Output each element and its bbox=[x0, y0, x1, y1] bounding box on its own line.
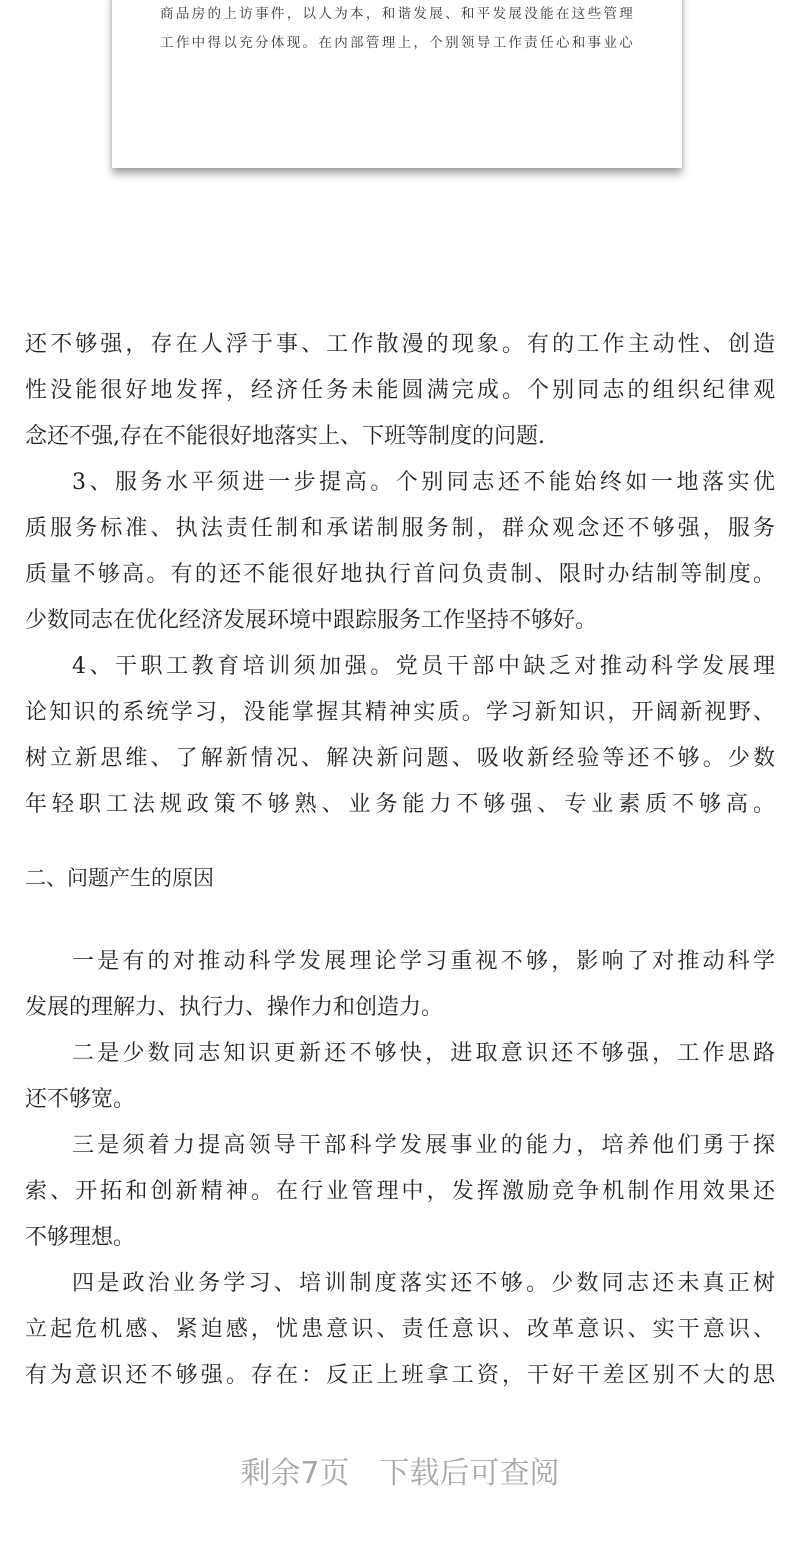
paragraph-line: 二是少数同志知识更新还不够快，进取意识还不够强，工作思路 bbox=[72, 1041, 775, 1066]
paragraph-line: 三是须着力提高领导干部科学发展事业的能力，培养他们勇于探 bbox=[72, 1133, 775, 1158]
card-text-line: 工作中得以充分体现。在内部管理上，个别领导工作责任心和事业心 bbox=[160, 35, 634, 51]
paragraph-line: 性没能很好地发挥，经济任务未能圆满完成。个别同志的组织纪律观 bbox=[25, 378, 775, 403]
paragraph-line: 念还不强,存在不能很好地落实上、下班等制度的问题. bbox=[25, 424, 545, 449]
paragraph-line: 还不够强，存在人浮于事、工作散漫的现象。有的工作主动性、创造 bbox=[25, 332, 775, 357]
paragraph-line: 索、开拓和创新精神。在行业管理中，发挥激励竞争机制作用效果还 bbox=[25, 1179, 775, 1204]
paragraph-line: 一是有的对推动科学发展理论学习重视不够，影响了对推动科学 bbox=[72, 949, 775, 974]
paragraph-line: 质服务标准、执法责任制和承诺制服务制，群众观念还不够强，服务 bbox=[25, 516, 775, 541]
paragraph-line: 四是政治业务学习、培训制度落实还不够。少数同志还未真正树 bbox=[72, 1271, 775, 1296]
paragraph-line: 3、服务水平须进一步提高。个别同志还不能始终如一地落实优 bbox=[72, 470, 775, 495]
paragraph-line: 4、干职工教育培训须加强。党员干部中缺乏对推动科学发展理 bbox=[72, 654, 775, 679]
paragraph-line: 质量不够高。有的还不能很好地执行首问负责制、限时办结制等制度。 bbox=[25, 562, 775, 587]
paragraph-line: 发展的理解力、执行力、操作力和创造力。 bbox=[25, 995, 444, 1020]
paragraph-line: 树立新思维、了解新情况、解决新问题、吸收新经验等还不够。少数 bbox=[25, 746, 775, 771]
card-text-line: 商品房的上访事件，以人为本，和谐发展、和平发展没能在这些管理 bbox=[160, 6, 634, 22]
paragraph-line: 立起危机感、紧迫感，忧患意识、责任意识、改革意识、实干意识、 bbox=[25, 1317, 775, 1342]
section-heading: 二、问题产生的原因 bbox=[25, 866, 214, 890]
paragraph-line: 还不够宽。 bbox=[25, 1087, 136, 1112]
paragraph-line: 少数同志在优化经济发展环境中跟踪服务工作坚持不够好。 bbox=[25, 608, 598, 633]
paragraph-line: 不够理想。 bbox=[25, 1225, 136, 1250]
paragraph-line: 年轻职工法规政策不够熟、业务能力不够强、专业素质不够高。 bbox=[25, 792, 775, 817]
download-to-read-more-prompt[interactable]: 剩余7页 下载后可查阅 bbox=[240, 1456, 560, 1491]
paragraph-line: 论知识的系统学习，没能掌握其精神实质。学习新知识，开阔新视野、 bbox=[25, 700, 775, 725]
section-1-body bbox=[25, 322, 775, 828]
section-2-body bbox=[25, 939, 775, 1399]
preview-page-card bbox=[112, 0, 682, 168]
paragraph-line: 有为意识还不够强。存在：反正上班拿工资，干好干差区别不大的思 bbox=[25, 1363, 775, 1388]
